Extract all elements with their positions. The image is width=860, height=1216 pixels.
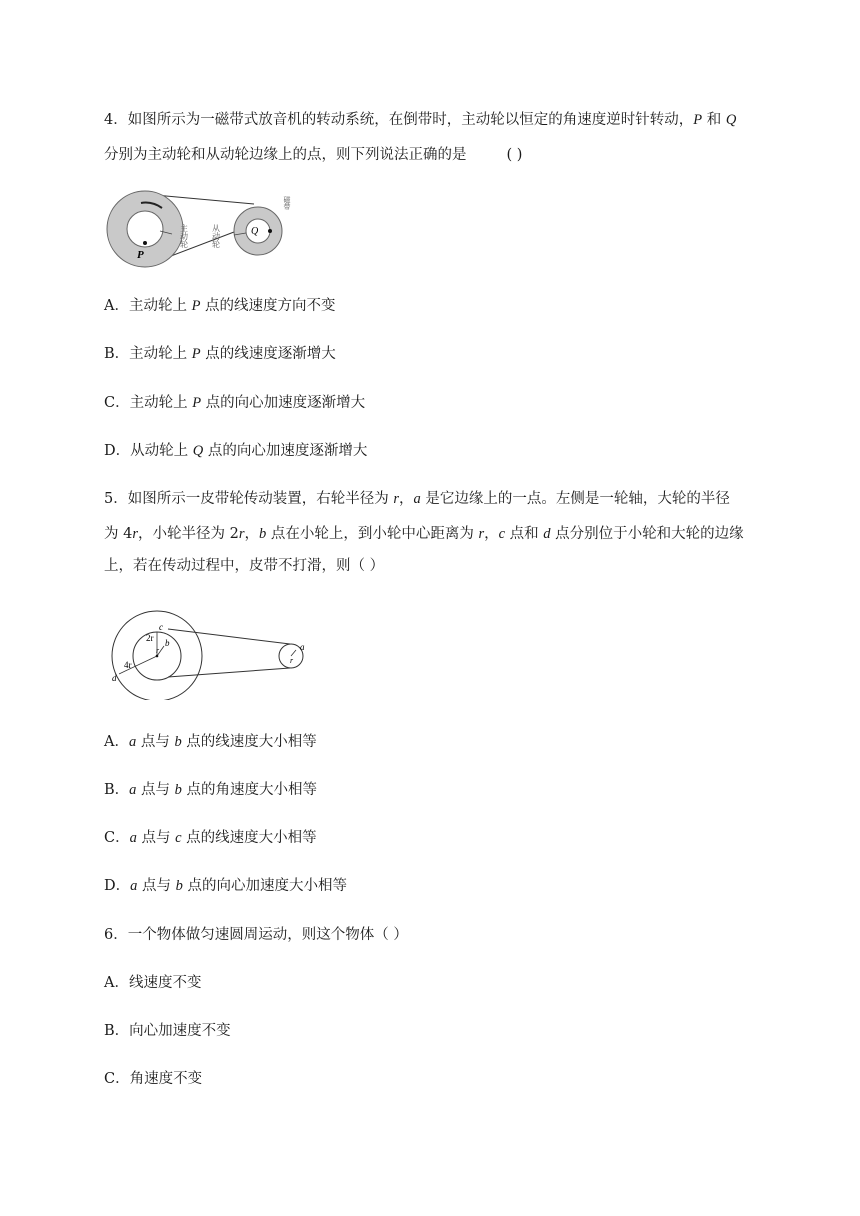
q5-stem-line-1: 5．如图所示一皮带轮传动装置，右轮半径为 r，a 是它边缘上的一点。左侧是一轮轴，大轮的半径 xyxy=(104,491,730,507)
belt-bottom xyxy=(168,668,290,677)
q5-stem-line-2: 为 4r，小轮半径为 2r，b 点在小轮上，到小轮中心距离为 r，c 点和 d 点分别位于小轮和大轮的边缘 xyxy=(104,526,744,542)
label-2r: 2r xyxy=(146,633,154,643)
q4-option-d[interactable]: D．从动轮上 Q 点的向心加速度逐渐增大 xyxy=(104,443,368,459)
var-Q: Q xyxy=(725,112,737,128)
q4-figure xyxy=(104,188,304,270)
label-r-right: r xyxy=(290,656,294,665)
label-driven-wheel: 从动轮 xyxy=(211,224,221,248)
label-a: a xyxy=(300,642,305,652)
point-Q xyxy=(268,229,272,233)
q4-option-b[interactable]: B．主动轮上 P 点的线速度逐渐增大 xyxy=(104,346,336,362)
q4-option-c[interactable]: C．主动轮上 P 点的向心加速度逐渐增大 xyxy=(104,395,366,411)
q4-option-a[interactable]: A．主动轮上 P 点的线速度方向不变 xyxy=(104,298,336,314)
var-P: P xyxy=(693,112,703,128)
answer-paren: ( ) xyxy=(506,147,523,163)
q4-stem-line-2: 分别为主动轮和从动轮边缘上的点，则下列说法正确的是 ( ) xyxy=(104,147,523,163)
q6-option-b[interactable]: B．向心加速度不变 xyxy=(104,1023,231,1039)
label-tape: 磁带 xyxy=(283,196,291,210)
label-b: b xyxy=(165,638,170,648)
label-r-center: r xyxy=(156,646,160,655)
label-c: c xyxy=(159,622,163,632)
q5-stem-line-3: 上，若在传动过程中，皮带不打滑，则（ ） xyxy=(104,558,385,574)
q5-option-d[interactable]: D．a 点与 b 点的向心加速度大小相等 xyxy=(104,878,347,894)
label-Q: Q xyxy=(251,226,259,237)
belt-top xyxy=(168,629,290,644)
point-P xyxy=(143,241,147,245)
label-P: P xyxy=(137,249,144,261)
label-4r: 4r xyxy=(124,660,132,670)
q6-option-c[interactable]: C．角速度不变 xyxy=(104,1071,203,1087)
q6-stem: 6．一个物体做匀速圆周运动，则这个物体（ ） xyxy=(104,927,408,943)
q5-option-a[interactable]: A．a 点与 b 点的线速度大小相等 xyxy=(104,734,317,750)
q5-option-b[interactable]: B．a 点与 b 点的角速度大小相等 xyxy=(104,782,317,798)
q6-option-a[interactable]: A．线速度不变 xyxy=(104,975,202,991)
q5-option-c[interactable]: C．a 点与 c 点的线速度大小相等 xyxy=(104,830,317,846)
label-main-wheel: 主动轮 xyxy=(179,224,189,248)
q4-stem-line-1: 4．如图所示为一磁带式放音机的转动系统，在倒带时，主动轮以恒定的角速度逆时针转动，P 和 Q xyxy=(104,112,737,128)
q5-figure xyxy=(110,610,315,700)
label-d: d xyxy=(112,673,117,683)
